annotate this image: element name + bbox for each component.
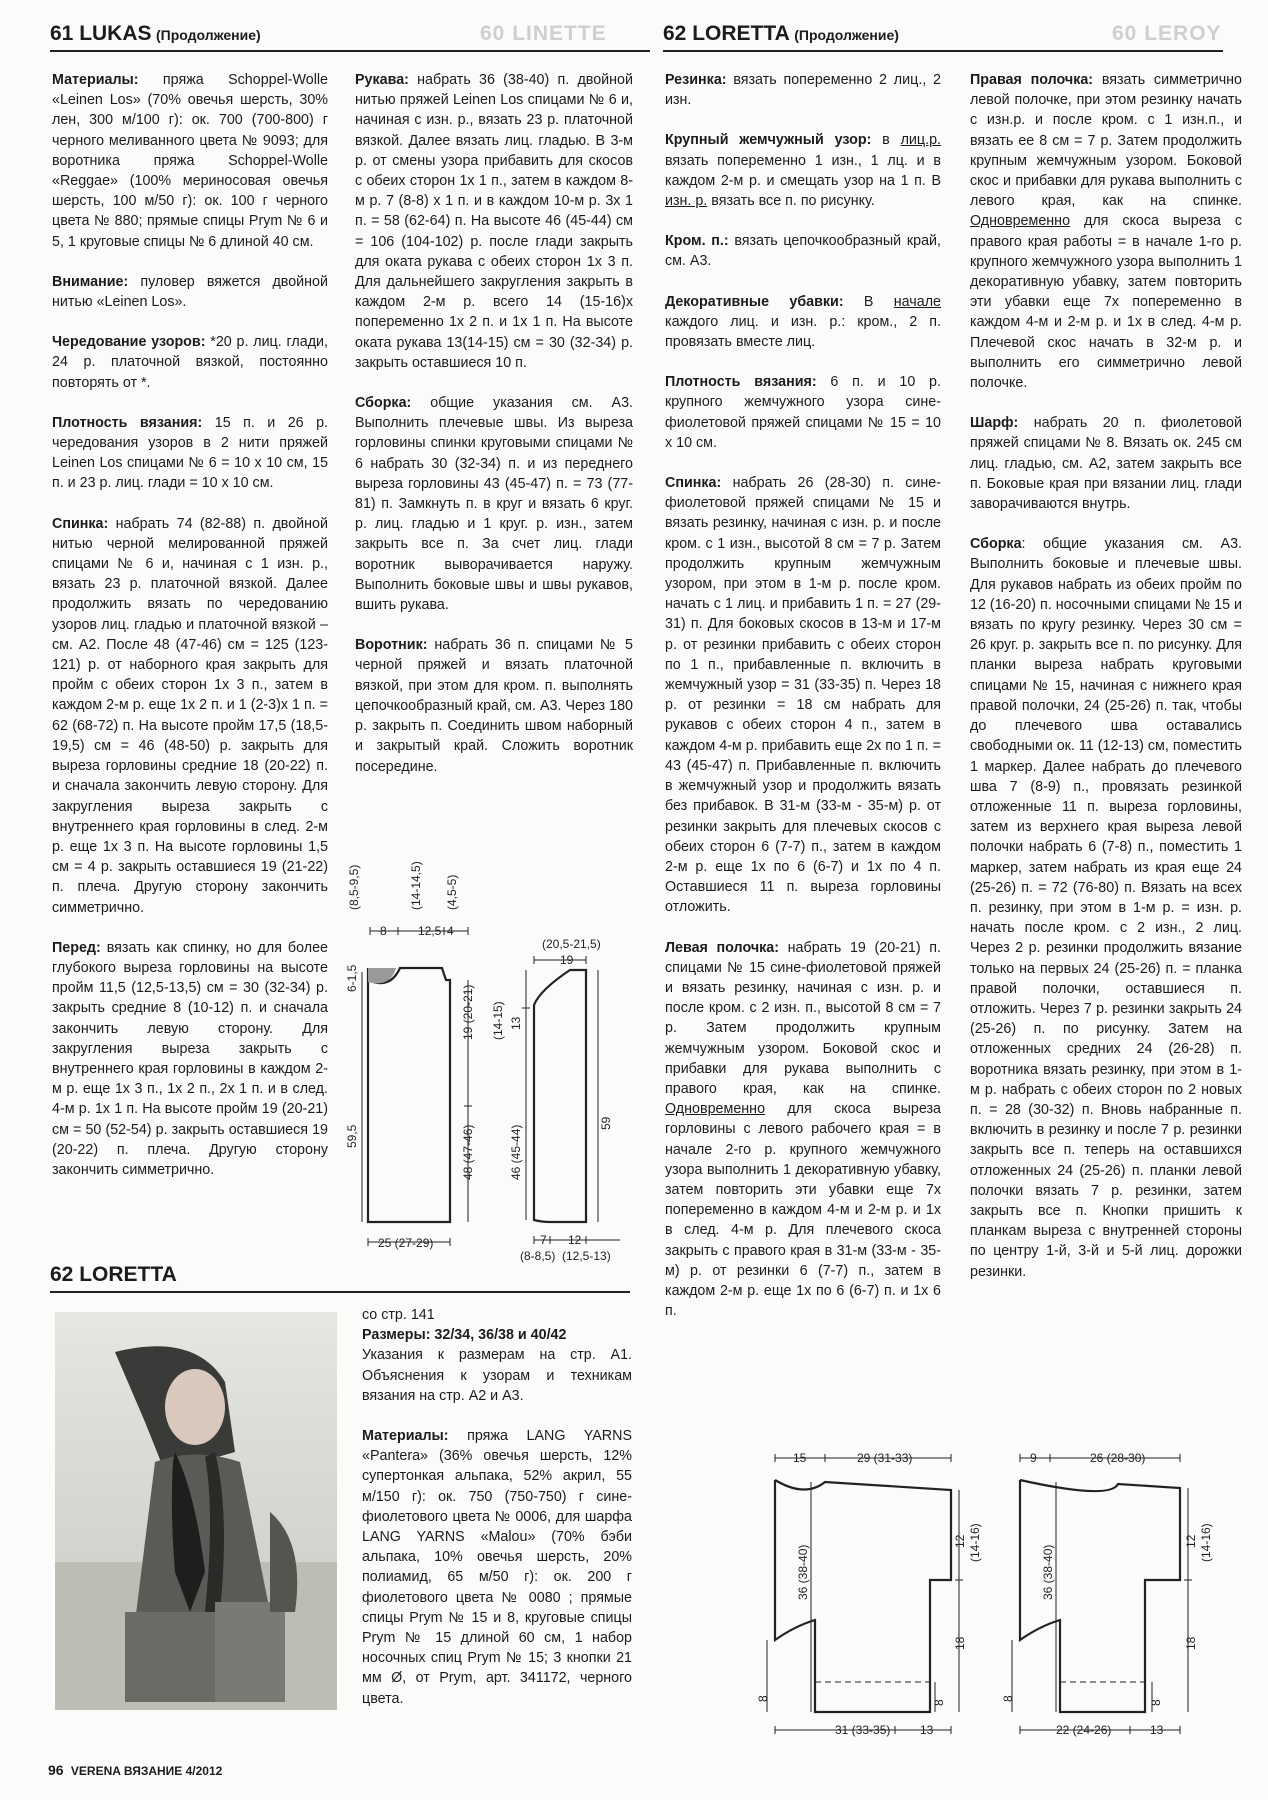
dim-total-h: 59,5	[345, 1124, 359, 1148]
loretta-sizes-note: Указания к размерам на стр. А1. Объяснения к узорам и техникам вязания на стр. А2 и А3.	[362, 1347, 632, 1404]
loretta-right-front: Правая полочка: вязать симметрично левой полочке, при этом резинку начать с изн.р. и после кром. с 1 изн.п., и вязать ее 8 см = 7 р. Затем продолжить крупным жемчужным узором. Боковой скос и прибавки для рукава выполнить с левого края, как на спинке. Одновременно для скоса выреза с правого края работы = в начале 1-го р. крупного жемчужного узора выполнить 1 декоративную убавку, затем повторить эти убавки еще 7х попеременно в каждом 4-м и 2-м р. и 1х в след. 4-м р. Плечевой скос начать в 32-м р. и выполнить его симметрично левой полочке.	[970, 72, 1242, 392]
loretta-intro	[362, 1305, 632, 1709]
model-photo-illustration	[55, 1312, 337, 1710]
dim-back-r1: 12	[953, 1534, 967, 1548]
dim-front-r2: 18	[1184, 1636, 1198, 1650]
dim-front-bot-b: 13	[1150, 1723, 1164, 1737]
loretta-dec: Декоративные убавки: В начале каждого лиц. и изн. р.: кром., 2 п. провязать вместе лиц.	[665, 293, 941, 351]
lukas-collar: Воротник: набрать 36 п. спицами № 5 черной пряжей и вязать платочной вязкой, при этом для кром. п. выполнять цепочкообразный край, см. А3. Через 180 р. закрыть п. Соединить швом наборный и закрытый край. Сложить воротник посередине.	[355, 637, 633, 775]
model-photo	[55, 1312, 337, 1710]
dim-back-r1p: (14-16)	[968, 1523, 982, 1562]
header-lukas	[50, 22, 650, 52]
column-4	[970, 70, 1242, 1282]
dim-front-r1p: (14-16)	[1199, 1523, 1213, 1562]
dim-back-r3: 8	[932, 1699, 946, 1706]
lukas-materials: Материалы: пряжа Schoppel-Wolle «Leinen Los» (70% овечья шерсть, 30% лен, 300 м/100 г): ок. 700 (700-800) г черного меливанного цвета № 9093; для воротника пряжа Schoppel-Wolle «Reggae» (100% мериносовая овечья шерсть, 100 м/50 г): ок. 100 г черного цвета № 880; прямые спицы Prym № 6 и 5, 1 круговые спицы № 6 длиной 40 см.	[52, 72, 328, 250]
dim-back-bot-b: 13	[920, 1723, 934, 1737]
dim-side-h: 48 (47-46)	[461, 1124, 475, 1180]
loretta-ref: со стр. 141	[362, 1307, 435, 1323]
lukas-sleeves: Рукава: набрать 36 (38-40) п. двойной нитью пряжей Leinen Los спицами № 6 и, начиная с изн. р., вязать 23 р. платочной вязкой. Далее вязать лиц. гладью. В 3-м р. от смены узора прибавить для скосов с обеих сторон 1х 1 п., затем в каждом 8-м р. 7 (8-8) х 1 п. и в каждом 10-м р. 3х 1 п. = 58 (62-64) п. На высоте 46 (45-44) см = 106 (104-102) р. после глади закрыть для оката рукава с обеих сторон 1х 3 п. Для дальнейшего закругления закрыть в каждом 2-м р. всего 14 (15-16)х попеременно 1х 2 п. и 1х 1 п. На высоте оката рукава 13(14-15) см = 30 (32-34) р. закрыть оставшиеся 10 п.	[355, 72, 633, 371]
schematic-lukas-body	[340, 861, 490, 1260]
dim-sleeve-bot-l2: (8-8,5)	[520, 1249, 556, 1263]
dim-sleeve-cap: 13	[509, 1016, 523, 1030]
dim-neck-h: (14-14,5)	[409, 861, 423, 910]
dim-back-top-b: 29 (31-33)	[857, 1451, 913, 1465]
dim-back-left-h: 36 (38-40)	[796, 1544, 810, 1600]
dim-front-l8: 8	[1001, 1695, 1015, 1702]
dim-sleeve-bot-l: 7	[540, 1233, 547, 1247]
dim-front-r1: 12	[1184, 1534, 1198, 1548]
dim-back-top-a: 15	[793, 1451, 807, 1465]
header-lukas-title: 61 LUKAS	[50, 22, 152, 45]
dim-sleeve-bot-r2: (12,5-13)	[562, 1249, 611, 1263]
loretta-assembly: Сборка: общие указания см. А3. Выполнить боковые и плечевые швы. Для рукавов набрать из обеих пройм по 12 (16-20) п. носочными спицами № 15 и вязать по кругу резинку. Через 30 см = 26 круг. р. закрыть все п. по рисунку. Для планки выреза набрать круговыми спицами № 15, начиная с нижнего края правой полочки, 24 (25-26) п. так, чтобы до плечевого шва оставались свободными ок. 11 (12-13) см, поместить 1 маркер. Далее набрать до плечевого шва 7 (8-9) п., провязать резинкой отложенные 11 п. выреза горловины, затем из верхнего края выреза левой полочки набрать 6 (7-8) п., поместить 1 маркер, затем набрать из края еще 24 (25-26) п. = 72 (76-80) п. Вязать на всех п. резинку, при этом в 1-м р. = изн. р. начать после кром. с 2 изн., 2 лиц. Через 2 р. резинки продолжить вязание только на первых 24 (25-26) п. = планка правой полочки, оставшиеся п. отложить. Через 7 р. резинки закрыть 24 (25-26) п. по рисунку. Затем на отложенных средних 24 (26-28) п. воротника вязать резинку, при этом в 1-м р. набрать с обеих сторон по 2 новых п. = 28 (30-32) п. Вновь набранные п. включить в резинку и после 7 р. резинки закрыть все п. теперь на оставшихся отложенных 24 (25-26) п. планки левой полочки вязать 7 р. резинки, затем закрыть все п. Кнопки пришить к планкам выреза с внутренней стороны по центру 1-й, 3-й и 5-й лиц. дорожки резинки.	[970, 536, 1242, 1280]
loretta-scarf: Шарф: набрать 20 п. фиолетовой пряжей спицами № 8. Вязать ок. 245 см лиц. гладью, см. А2, затем закрыть все п. Боковые края при вязании лиц. глади заворачиваются внутрь.	[970, 415, 1242, 513]
lukas-assembly: Сборка: общие указания см. А3. Выполнить плечевые швы. Из выреза горловины спинки круговыми спицами № 6 набрать 30 (32-34) п. и из переднего выреза горловины 43 (45-47) п. = 73 (77-81) п. Замкнуть п. в круг и вязать 6 круг. р. лиц. гладью и 1 круг. р. изн., затем закрыть все п. За счет лиц. глади воротник выворачивается наружу. Выполнить боковые швы и швы рукавов, вшить рукава.	[355, 395, 633, 614]
loretta-rib: Резинка: вязать попеременно 2 лиц., 2 изн.	[665, 72, 941, 109]
dim-neck-top: (8,5-9,5)	[347, 864, 361, 910]
column-3	[665, 70, 941, 1321]
schematic-loretta-front	[990, 1450, 1220, 1740]
header-loretta-sub: (Продолжение)	[794, 27, 899, 43]
loretta-edge: Кром. п.: вязать цепочкообразный край, см. А3.	[665, 233, 941, 270]
dim-sleeve-total: 59	[599, 1116, 613, 1130]
dim-front-bot-a: 22 (24-26)	[1056, 1723, 1112, 1737]
dim-front-top-a: 9	[1030, 1451, 1037, 1465]
lukas-back: Спинка: набрать 74 (82-88) п. двойной нитью черной мелированной пряжей спицами № 6 и, начиная с 1 изн. р., вязать 23 р. платочной вязкой. Далее продолжить вязать по чередованию узоров лиц. гладью и платочной вязкой – см. А2. После 48 (47-46) см = 125 (123-121) р. от наборного края закрыть для пройм с обеих сторон 1х 3 п., затем в каждом 2-м р. еще 1х 2 п. и 1 (2-3)х 1 п. = 62 (68-72) п. На высоте пройм 17,5 (18,5-19,5) см = 46 (48-50) р. закрыть для выреза горловины средние 18 (20-22) п. и сначала закончить левую сторону. Для закругления выреза закрыть с внутреннего края горловины в след. 2-м р. еще 1х 3 п. На высоте горловины 1,5 см = 4 р. закрыть оставшиеся 19 (21-22) п. плеча. Другую сторону закончить симметрично.	[52, 515, 328, 916]
dim-neck-w: 8	[380, 924, 387, 938]
dim-sleeve-top: 19	[560, 953, 574, 967]
loretta-left-front: Левая полочка: набрать 19 (20-21) п. спицами № 15 сине-фиолетовой пряжей и вязать резинку, начиная с изн. р. и после кром. с 2 изн. п., высотой 8 см = 7 р. Затем продолжить крупным жемчужным узором. Боковой скос и прибавки для рукава выполнить с правого края, как на спинке. Одновременно для скоса выреза горловины с левого рабочего края = в начале 2-го р. крупного жемчужного узора выполнить 1 декоративную убавку, затем повторить эти убавки еще 7х попеременно в каждом 4-м и 2-м р. и 1х в след. 4-м р. Для плечевого скоса закрыть с правого края в 31-м (33-м - 35-м) р. от резинки 6 (7-7) п., затем в каждом 2-м р. еще 1х по 6 (6-7) п. и 1х 6 п.	[665, 939, 941, 1320]
schematic-lukas-sleeve	[490, 937, 640, 1270]
dim-neck-drop: 6-1,5	[345, 964, 359, 992]
ghost-header-mid: 60 LINETTE	[480, 22, 607, 45]
loretta-section-title: 62 LORETTA	[50, 1263, 630, 1293]
lukas-front: Перед: вязать как спинку, но для более глубокого выреза горловины на высоте пройм 11,5 (12,5-13,5) см = 30 (32-34) р. закрыть средние 8 (10-12) п. и сначала закончить левую сторону. Для закругления выреза закрыть с внутреннего края горловины в каждом 2-м р. еще 1х 3 п., 1х 2 п., 2х 1 п. и в след. 4-м р. 1х 1 п. На высоте пройм 19 (20-21) см = 50 (52-54) р. закрыть оставшиеся 19 (20-22) п. плеча. Другую сторону закончить симметрично.	[52, 939, 328, 1178]
page-number: 96	[48, 1762, 64, 1778]
header-loretta	[663, 22, 1223, 52]
dim-sleeve-bot-r: 12	[568, 1233, 582, 1247]
dim-front-top-b: 26 (28-30)	[1090, 1451, 1146, 1465]
loretta-back: Спинка: набрать 26 (28-30) п. сине-фиолетовой пряжей спицами № 15 и вязать резинку, начиная с изн. р. и после кром. с 1 изн., высотой 8 см = 7 р. Затем продолжить крупным жемчужным узором, при этом в 1-м р. после кром. начать с 1 лиц. и прибавить 1 п. = 27 (29-31) п. Для боковых скосов в 13-м и 17-м р. от резинки прибавить с обеих сторон по 1 п., прибавленные п. включить в жемчужный узор = 31 (33-35) п. Через 18 р. от резинки = 18 см набрать для рукавов с обеих сторон 4 п., затем в каждом 4-м р. прибавить еще 2х по 1 п. = 43 (45-47) п. Прибавленные п. включить в жемчужный узор и продолжить вязать без прибавок. В 31-м (33-м - 35-м) р. от резинки закрыть для плечевых скосов с обеих сторон 6 (7-7) п., затем в каждом 2-м р. еще 1х по 6 (6-7) и 1х по 4 п. Оставшиеся 11 п. выреза горловины отложить.	[665, 475, 941, 916]
dim-front-left-h: 36 (38-40)	[1041, 1544, 1055, 1600]
dim-back-bot-a: 31 (33-35)	[835, 1723, 891, 1737]
dim-sh-w: 12,5	[418, 924, 442, 938]
column-2	[355, 70, 633, 777]
loretta-sizes: Размеры: 32/34, 36/38 и 40/42	[362, 1327, 567, 1344]
dim-back-l8: 8	[756, 1695, 770, 1702]
footer	[48, 1762, 222, 1778]
column-1	[52, 70, 328, 1180]
magazine-name: VERENA ВЯЗАНИЕ 4/2012	[70, 1764, 223, 1778]
lukas-alternation: Чередование узоров: *20 р. лиц. глади, 24 р. платочной вязкой, постоянно повторять от *.	[52, 334, 328, 391]
dim-sleeve-side: 46 (45-44)	[509, 1124, 523, 1180]
loretta-pearl: Крупный жемчужный узор: в лиц.р. вязать попеременно 1 изн., 1 лц. и в каждом 2-м р. и смещать узор на 1 п. В изн. р. вязать все п. по рисунку.	[665, 132, 941, 210]
schematic-loretta-back	[745, 1450, 982, 1740]
header-loretta-title: 62 LORETTA	[663, 22, 790, 45]
dim-bottom: 25 (27-29)	[378, 1236, 434, 1250]
dim-arm-h: 19 (20-21)	[461, 984, 475, 1040]
dim-sh-w2: 4	[447, 924, 454, 938]
dim-sleeve-top-paren: (20,5-21,5)	[542, 937, 601, 951]
header-lukas-sub: (Продолжение)	[155, 27, 261, 43]
lukas-attention: Внимание: пуловер вяжется двойной нитью «Leinen Los».	[52, 273, 328, 311]
dim-front-r3: 8	[1149, 1699, 1163, 1706]
dim-back-r2: 18	[953, 1636, 967, 1650]
lukas-gauge: Плотность вязания: 15 п. и 26 р. чередования узоров в 2 нити пряжей Leinen Los спицами № 6 = 10 х 10 см, 15 п. и 23 р. лиц. глади = 10 х 10 см.	[52, 414, 328, 492]
loretta-materials: Материалы: пряжа LANG YARNS «Pantera» (36% овечья шерсть, 12% супертонкая альпака, 52% акрил, 55 м/150 г): ок. 750 (750-750) г сине-фиолетового цвета № 0006, для шарфа LANG YARNS «Malou» (70% бэби альпака, 10% овечья шерсть, 20% полиамид, 65 м/50 г): ок. 200 г фиолетового цвета № 0080 ; прямые спицы Prym № 15 и 8, круговые спицы Prym № 15 длиной 60 см, 1 набор носочных спиц Prym № 15; 3 кнопки 21 мм Ø, от Prym, арт. 341172, черного цвета.	[362, 1428, 632, 1707]
dim-sh-top: (4,5-5)	[445, 874, 459, 910]
loretta-gauge: Плотность вязания: 6 п. и 10 р. крупного жемчужного узора сине-фиолетовой пряжей спицами № 15 = 10 х 10 см.	[665, 374, 941, 451]
dim-sleeve-cap-paren: (14-15)	[491, 1001, 505, 1040]
ghost-header-right: 60 LEROY	[1112, 22, 1222, 45]
